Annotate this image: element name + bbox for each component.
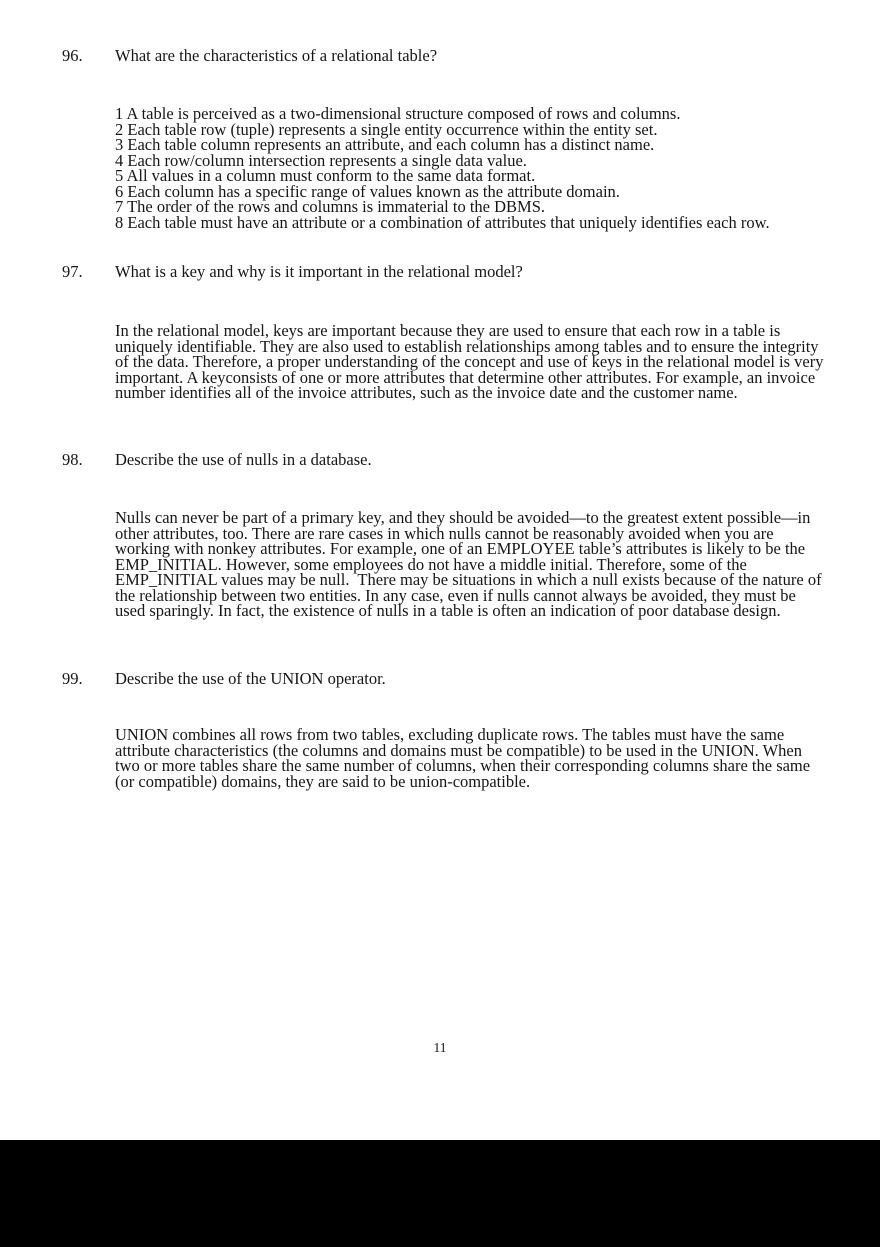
answer-96-line-4: 4 Each row/column intersection represents a single data value. xyxy=(115,150,527,170)
answer-96-line-8: 8 Each table must have an attribute or a combination of attributes that uniquely identifies each row. xyxy=(115,212,770,232)
answer-96-line-6: 6 Each column has a specific range of values known as the attribute domain. xyxy=(115,181,620,201)
answer-99-paragraph: UNION combines all rows from two tables, excluding duplicate rows. The tables must have the same attribute characteristics (the columns and domains must be compatible) to be used in the UNION. When two or more tables share the same number of columns, when their corresponding columns share the same (or compatible) domains, they are said to be union-compatible. xyxy=(115,725,815,791)
answer-98-paragraph: Nulls can never be part of a primary key, and they should be avoided—to the greatest extent possible—in other attributes, too. There are rare cases in which nulls cannot be reasonably avoided when you are working with nonkey attributes. For example, one of an EMPLOYEE table’s attributes is likely to be the EMP_INITIAL. However, some employees do not have a middle initial. Therefore, some of the EMP_INITIAL values may be null. There may be situations in which a null exists because of the nature of the relationship between two entities. In any case, even if nulls cannot always be avoided, they must be used sparingly. In fact, the existence of nulls in a table is often an indication of poor database design. xyxy=(115,508,826,620)
answer-96-line-1: 1 A table is perceived as a two-dimensional structure composed of rows and columns. xyxy=(115,104,681,123)
answer-96 xyxy=(115,106,827,230)
answer-96-line-2: 2 Each table row (tuple) represents a single entity occurrence within the entity set. xyxy=(115,119,658,139)
answer-99 xyxy=(115,727,827,789)
bottom-black-band xyxy=(0,1140,880,1247)
answer-96-line-5: 5 All values in a column must conform to the same data format. xyxy=(115,166,536,185)
question-98-number: 98. xyxy=(62,450,83,469)
answer-96-line-3: 3 Each table column represents an attribute, and each column has a distinct name. xyxy=(115,135,655,154)
question-99-text: Describe the use of the UNION operator. xyxy=(115,669,386,688)
answer-97-paragraph: In the relational model, keys are important because they are used to ensure that each row in a table is uniquely identifiable. They are also used to establish relationships among tables and to ensure the integrity of the data. Therefore, a proper understanding of the concept and use of keys in the relational model is very important. A keyconsists of one or more attributes that determine other attributes. For example, an invoice number identifies all of the invoice attributes, such as the invoice date and the customer name. xyxy=(115,321,828,402)
question-96-text: What are the characteristics of a relational table? xyxy=(115,46,438,65)
question-98-text: Describe the use of nulls in a database. xyxy=(115,450,372,469)
question-98-row xyxy=(62,452,372,468)
question-97-row xyxy=(62,264,523,280)
question-99-number: 99. xyxy=(62,669,83,688)
answer-96-line-7: 7 The order of the rows and columns is immaterial to the DBMS. xyxy=(115,197,545,216)
question-97-number: 97. xyxy=(62,262,83,281)
question-96-number: 96. xyxy=(62,46,83,65)
answer-98 xyxy=(115,510,827,619)
answer-97 xyxy=(115,323,827,401)
question-96-row xyxy=(62,48,437,64)
question-97-text: What is a key and why is it important in the relational model? xyxy=(115,262,523,281)
page-number: 11 xyxy=(433,1040,447,1055)
question-99-row xyxy=(62,671,386,687)
